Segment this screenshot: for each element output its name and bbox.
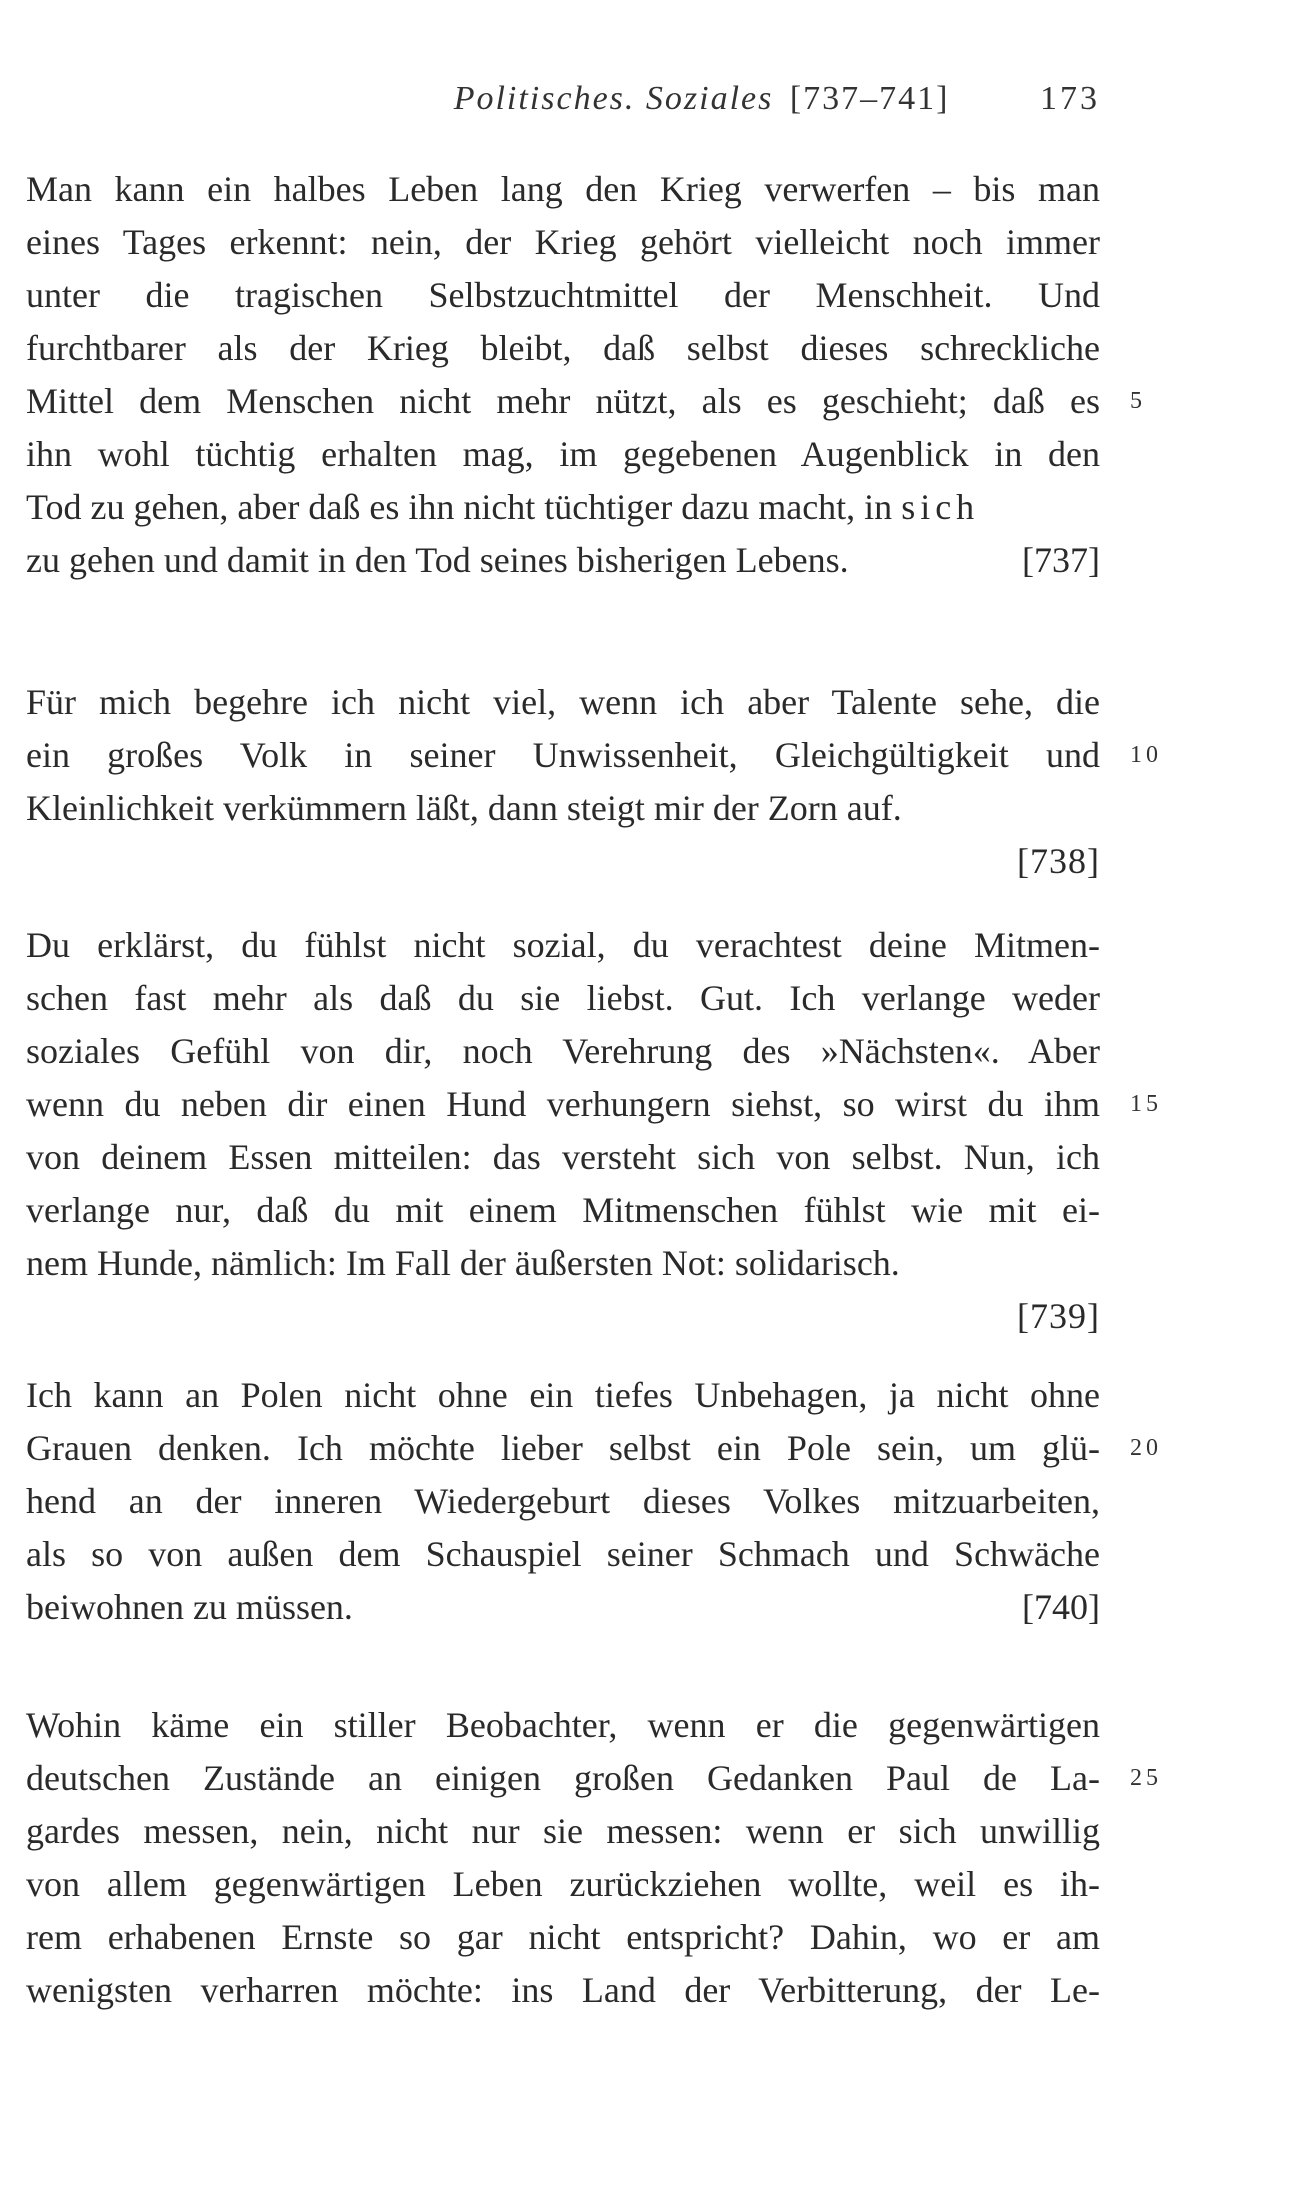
emphasis-word: sich bbox=[901, 487, 980, 527]
text-line: rem erhabenen Ernste so gar nicht entspricht? Dahin, wo er am bbox=[26, 1917, 1100, 1957]
text-line bbox=[26, 535, 1100, 585]
text-line-part: beiwohnen zu müssen. bbox=[26, 1587, 353, 1627]
aphorism-number: [739] bbox=[1017, 1296, 1100, 1336]
text-line: von allem gegenwärtigen Leben zurückziehen wollte, weil es ih- bbox=[26, 1864, 1100, 1904]
text-line: Grauen denken. Ich möchte lieber selbst ein Pole sein, um glü- bbox=[26, 1428, 1100, 1468]
page-number: 173 bbox=[1040, 80, 1100, 117]
aphorism-number: [737] bbox=[1022, 540, 1100, 580]
text-line: Du erklärst, du fühlst nicht sozial, du verachtest deine Mitmen- bbox=[26, 925, 1100, 965]
text-line: furchtbarer als der Krieg bleibt, daß selbst dieses schreckliche bbox=[26, 328, 1100, 368]
text-line: nem Hunde, nämlich: Im Fall der äußersten Not: solidarisch. bbox=[26, 1243, 900, 1283]
text-line: ihn wohl tüchtig erhalten mag, im gegebenen Augenblick in den bbox=[26, 434, 1100, 474]
running-head-range: [737–741] bbox=[789, 80, 950, 117]
text-line: gardes messen, nein, nicht nur sie messen: wenn er sich unwillig bbox=[26, 1811, 1100, 1851]
aphorism-number: [740] bbox=[1022, 1587, 1100, 1627]
line-number: 25 bbox=[1130, 1765, 1162, 1791]
text-line-part: zu gehen und damit in den Tod seines bisherigen Lebens. bbox=[26, 540, 849, 580]
text-line: Kleinlichkeit verkümmern läßt, dann steigt mir der Zorn auf. bbox=[26, 788, 902, 828]
text-line: soziales Gefühl von dir, noch Verehrung des »Nächsten«. Aber bbox=[26, 1031, 1100, 1071]
text-line: ein großes Volk in seiner Unwissenheit, Gleichgültigkeit und bbox=[26, 735, 1100, 775]
text-line: unter die tragischen Selbstzuchtmittel der Menschheit. Und bbox=[26, 275, 1100, 315]
text-line: Man kann ein halbes Leben lang den Krieg verwerfen – bis man bbox=[26, 169, 1100, 209]
text-line: wenn du neben dir einen Hund verhungern siehst, so wirst du ihm bbox=[26, 1084, 1100, 1124]
line-number: 20 bbox=[1130, 1435, 1162, 1461]
aphorism-number: [738] bbox=[1017, 841, 1100, 881]
text-line: Wohin käme ein stiller Beobachter, wenn er die gegenwärtigen bbox=[26, 1705, 1100, 1745]
line-number: 15 bbox=[1130, 1091, 1162, 1117]
text-line: hend an der inneren Wiedergeburt dieses Volkes mitzuarbeiten, bbox=[26, 1481, 1100, 1521]
text-line: wenigsten verharren möchte: ins Land der Verbitterung, der Le- bbox=[26, 1970, 1100, 2010]
text-line bbox=[26, 482, 1100, 532]
text-line: deutschen Zustände an einigen großen Gedanken Paul de La- bbox=[26, 1758, 1100, 1798]
text-line: Ich kann an Polen nicht ohne ein tiefes Unbehagen, ja nicht ohne bbox=[26, 1375, 1100, 1415]
line-number: 5 bbox=[1130, 388, 1146, 414]
line-number: 10 bbox=[1130, 742, 1162, 768]
text-line: Für mich begehre ich nicht viel, wenn ich aber Talente sehe, die bbox=[26, 682, 1100, 722]
text-line: schen fast mehr als daß du sie liebst. Gut. Ich verlange weder bbox=[26, 978, 1100, 1018]
text-line: Mittel dem Menschen nicht mehr nützt, als es geschieht; daß es bbox=[26, 381, 1100, 421]
running-head bbox=[300, 80, 1100, 118]
text-line bbox=[26, 1582, 1100, 1632]
text-line: eines Tages erkennt: nein, der Krieg gehört vielleicht noch immer bbox=[26, 222, 1100, 262]
text-line: von deinem Essen mitteilen: das versteht sich von selbst. Nun, ich bbox=[26, 1137, 1100, 1177]
text-line: verlange nur, daß du mit einem Mitmenschen fühlst wie mit ei- bbox=[26, 1190, 1100, 1230]
text-line: als so von außen dem Schauspiel seiner Schmach und Schwäche bbox=[26, 1534, 1100, 1574]
running-head-title: Politisches. Soziales bbox=[453, 80, 774, 117]
text-line-part: Tod zu gehen, aber daß es ihn nicht tüchtiger dazu macht, in bbox=[26, 487, 893, 527]
